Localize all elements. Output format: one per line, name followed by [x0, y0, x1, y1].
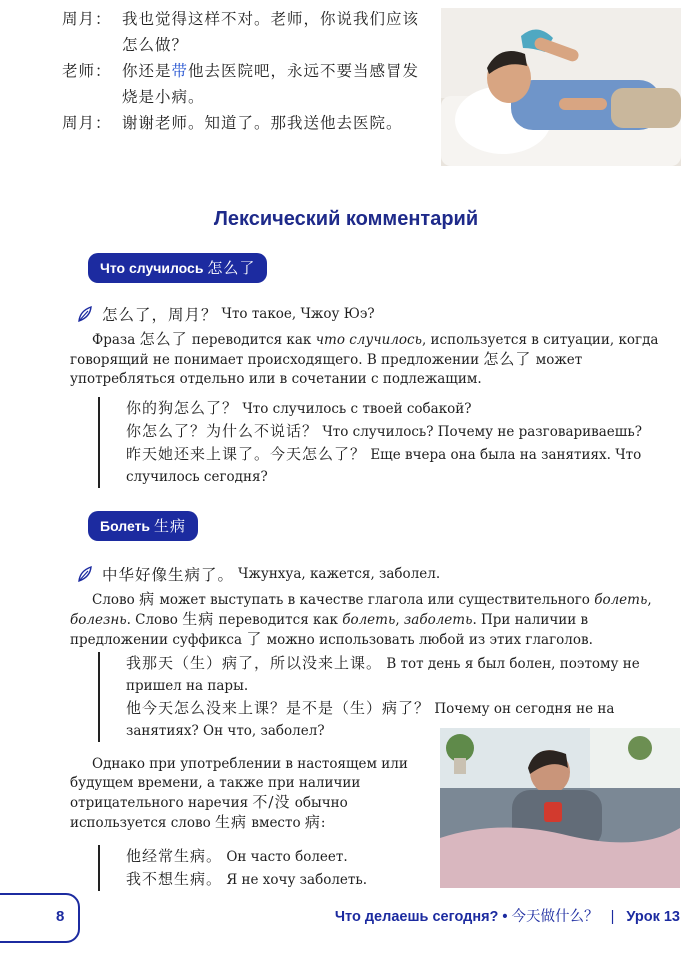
- explanation-paragraph: [70, 590, 682, 650]
- paragraph-text: можно использовать любой из этих глаголов.: [262, 632, 593, 648]
- speaker: 周月：: [62, 10, 112, 28]
- chinese-term: 不/没: [252, 793, 291, 811]
- paragraph-text: Фраза: [92, 332, 140, 348]
- example-sentence: [126, 397, 671, 420]
- paragraph-text: . При наличии в предложении суффикса: [70, 612, 589, 648]
- italic-term: заболеть: [403, 612, 473, 628]
- header-cn: 生病: [153, 518, 186, 535]
- sick-man-photo: [441, 8, 681, 166]
- example-cn: 你的狗怎么了？: [126, 399, 239, 417]
- example-ru: Почему он сегодня не на занятиях? Он что, заболел?: [126, 701, 615, 739]
- sick-boy-illustration: [440, 728, 680, 888]
- explanation-paragraph: [70, 330, 682, 389]
- explanation-paragraph: [70, 755, 422, 833]
- paragraph-text: ,: [647, 592, 652, 608]
- footer-title-cn: 今天做什么？: [511, 909, 599, 925]
- chinese-term: 怎么了: [483, 350, 532, 368]
- lesson-label: Урок 13: [626, 909, 680, 925]
- dialogue: [62, 6, 424, 136]
- paragraph-text: может употребляться отдельно или в сочетании с подлежащим.: [70, 352, 583, 387]
- sick-boy-photo: [440, 728, 680, 888]
- paragraph-text: Однако при употреблении в настоящем или будущем времени, а также при наличии отрицательного наречия: [70, 756, 408, 811]
- paragraph-text: :: [320, 815, 326, 831]
- speaker: 周月：: [62, 114, 112, 132]
- dialogue-line: [62, 6, 424, 58]
- leaf-icon: [76, 305, 94, 323]
- example-line: [76, 563, 440, 585]
- example-cn: 你怎么了？为什么不说话？: [126, 422, 319, 440]
- running-footer: [335, 905, 680, 926]
- footer-title-ru: Что делаешь сегодня? •: [334, 909, 508, 925]
- example-sentence: [126, 443, 671, 488]
- paragraph-text: . Слово: [126, 612, 183, 628]
- example-cn: 怎么了，周月？: [102, 306, 218, 324]
- line-text: [122, 110, 424, 136]
- example-ru: В тот день я был болен, поэтому не пришел на пары.: [126, 656, 640, 694]
- example-cn: 他经常生病。: [126, 847, 223, 865]
- paragraph-text: переводится как: [214, 612, 343, 628]
- paragraph-text: ,: [395, 612, 404, 628]
- dialogue-line: [62, 110, 424, 136]
- line-text-part: 谢谢老师。知道了。那我送他去医院。: [122, 114, 403, 132]
- line-text: [122, 6, 424, 58]
- example-line: [76, 303, 375, 325]
- line-text-part: 我也觉得这样不对。老师，你说我们应该怎么做？: [122, 10, 420, 54]
- example-ru: Что случилось с твоей собакой?: [242, 401, 472, 417]
- example-ru: Чжунхуа, кажется, заболел.: [238, 566, 441, 582]
- chinese-term: 病: [139, 590, 156, 608]
- chinese-term: 怎么了: [139, 330, 188, 348]
- example-ru: Что такое, Чжоу Юэ?: [221, 306, 375, 322]
- chinese-term: 了: [246, 630, 263, 648]
- section-title: Лексический комментарий: [213, 208, 479, 230]
- line-text: [122, 58, 424, 110]
- line-text-part: 他去医院吧，永远不要当感冒发烧是小病。: [122, 62, 420, 106]
- paragraph-text: обычно используется слово: [70, 795, 348, 831]
- example-ru: Что случилось? Почему не разговариваешь?: [322, 424, 642, 440]
- line-text-part: 你还是: [122, 62, 172, 80]
- example-cn: 他今天怎么没来上课？是不是（生）病了？: [126, 699, 431, 717]
- paragraph-text: может выступать в качестве глагола или существительного: [155, 592, 595, 608]
- italic-term: болезнь: [70, 612, 127, 628]
- example-cn: 中华好像生病了。: [102, 566, 235, 584]
- header-cn: 怎么了: [207, 260, 256, 277]
- example-sentence: [126, 845, 436, 868]
- paragraph-text: Слово: [92, 592, 140, 608]
- paragraph-text: вместо: [247, 815, 305, 831]
- chinese-term: 生病: [182, 610, 215, 628]
- highlight: 带: [171, 62, 189, 80]
- page-number-frame: [0, 893, 80, 943]
- sick-man-illustration: [441, 8, 681, 166]
- header-ru: Болеть: [100, 518, 151, 534]
- example-sentence: [126, 868, 436, 891]
- italic-term: болеть: [342, 612, 396, 628]
- chinese-term: 病: [304, 813, 321, 831]
- example-ru: Еще вчера она была на занятиях. Что случилось сегодня?: [126, 447, 642, 485]
- header-ru: Что случилось: [100, 260, 204, 276]
- example-ru: Он часто болеет.: [226, 849, 348, 865]
- vocab-header-shengbing: [88, 511, 198, 541]
- example-cn: 昨天她还来上课了。今天怎么了？: [126, 445, 367, 463]
- footer-separator: |: [610, 909, 615, 925]
- page-number: 8: [56, 908, 65, 925]
- example-cn: 我那天（生）病了，所以没来上课。: [126, 654, 383, 672]
- italic-term: болеть: [594, 592, 648, 608]
- italic-term: что случилось: [315, 332, 422, 348]
- example-sentence: [126, 420, 671, 443]
- vocab-header-zenmele: [88, 253, 267, 283]
- dialogue-line: [62, 58, 424, 110]
- paragraph-text: переводится как: [187, 332, 316, 348]
- paragraph-text: , используется в ситуации, когда говорящий не понимает происходящего. В предложении: [70, 332, 659, 368]
- speaker: 老师：: [62, 62, 112, 80]
- examples-block: [98, 845, 436, 891]
- example-sentence: [126, 652, 671, 697]
- leaf-icon: [76, 565, 94, 583]
- chinese-term: 生病: [215, 813, 248, 831]
- example-cn: 我不想生病。: [126, 870, 223, 888]
- example-ru: Я не хочу заболеть.: [226, 872, 368, 888]
- examples-block: [98, 397, 671, 488]
